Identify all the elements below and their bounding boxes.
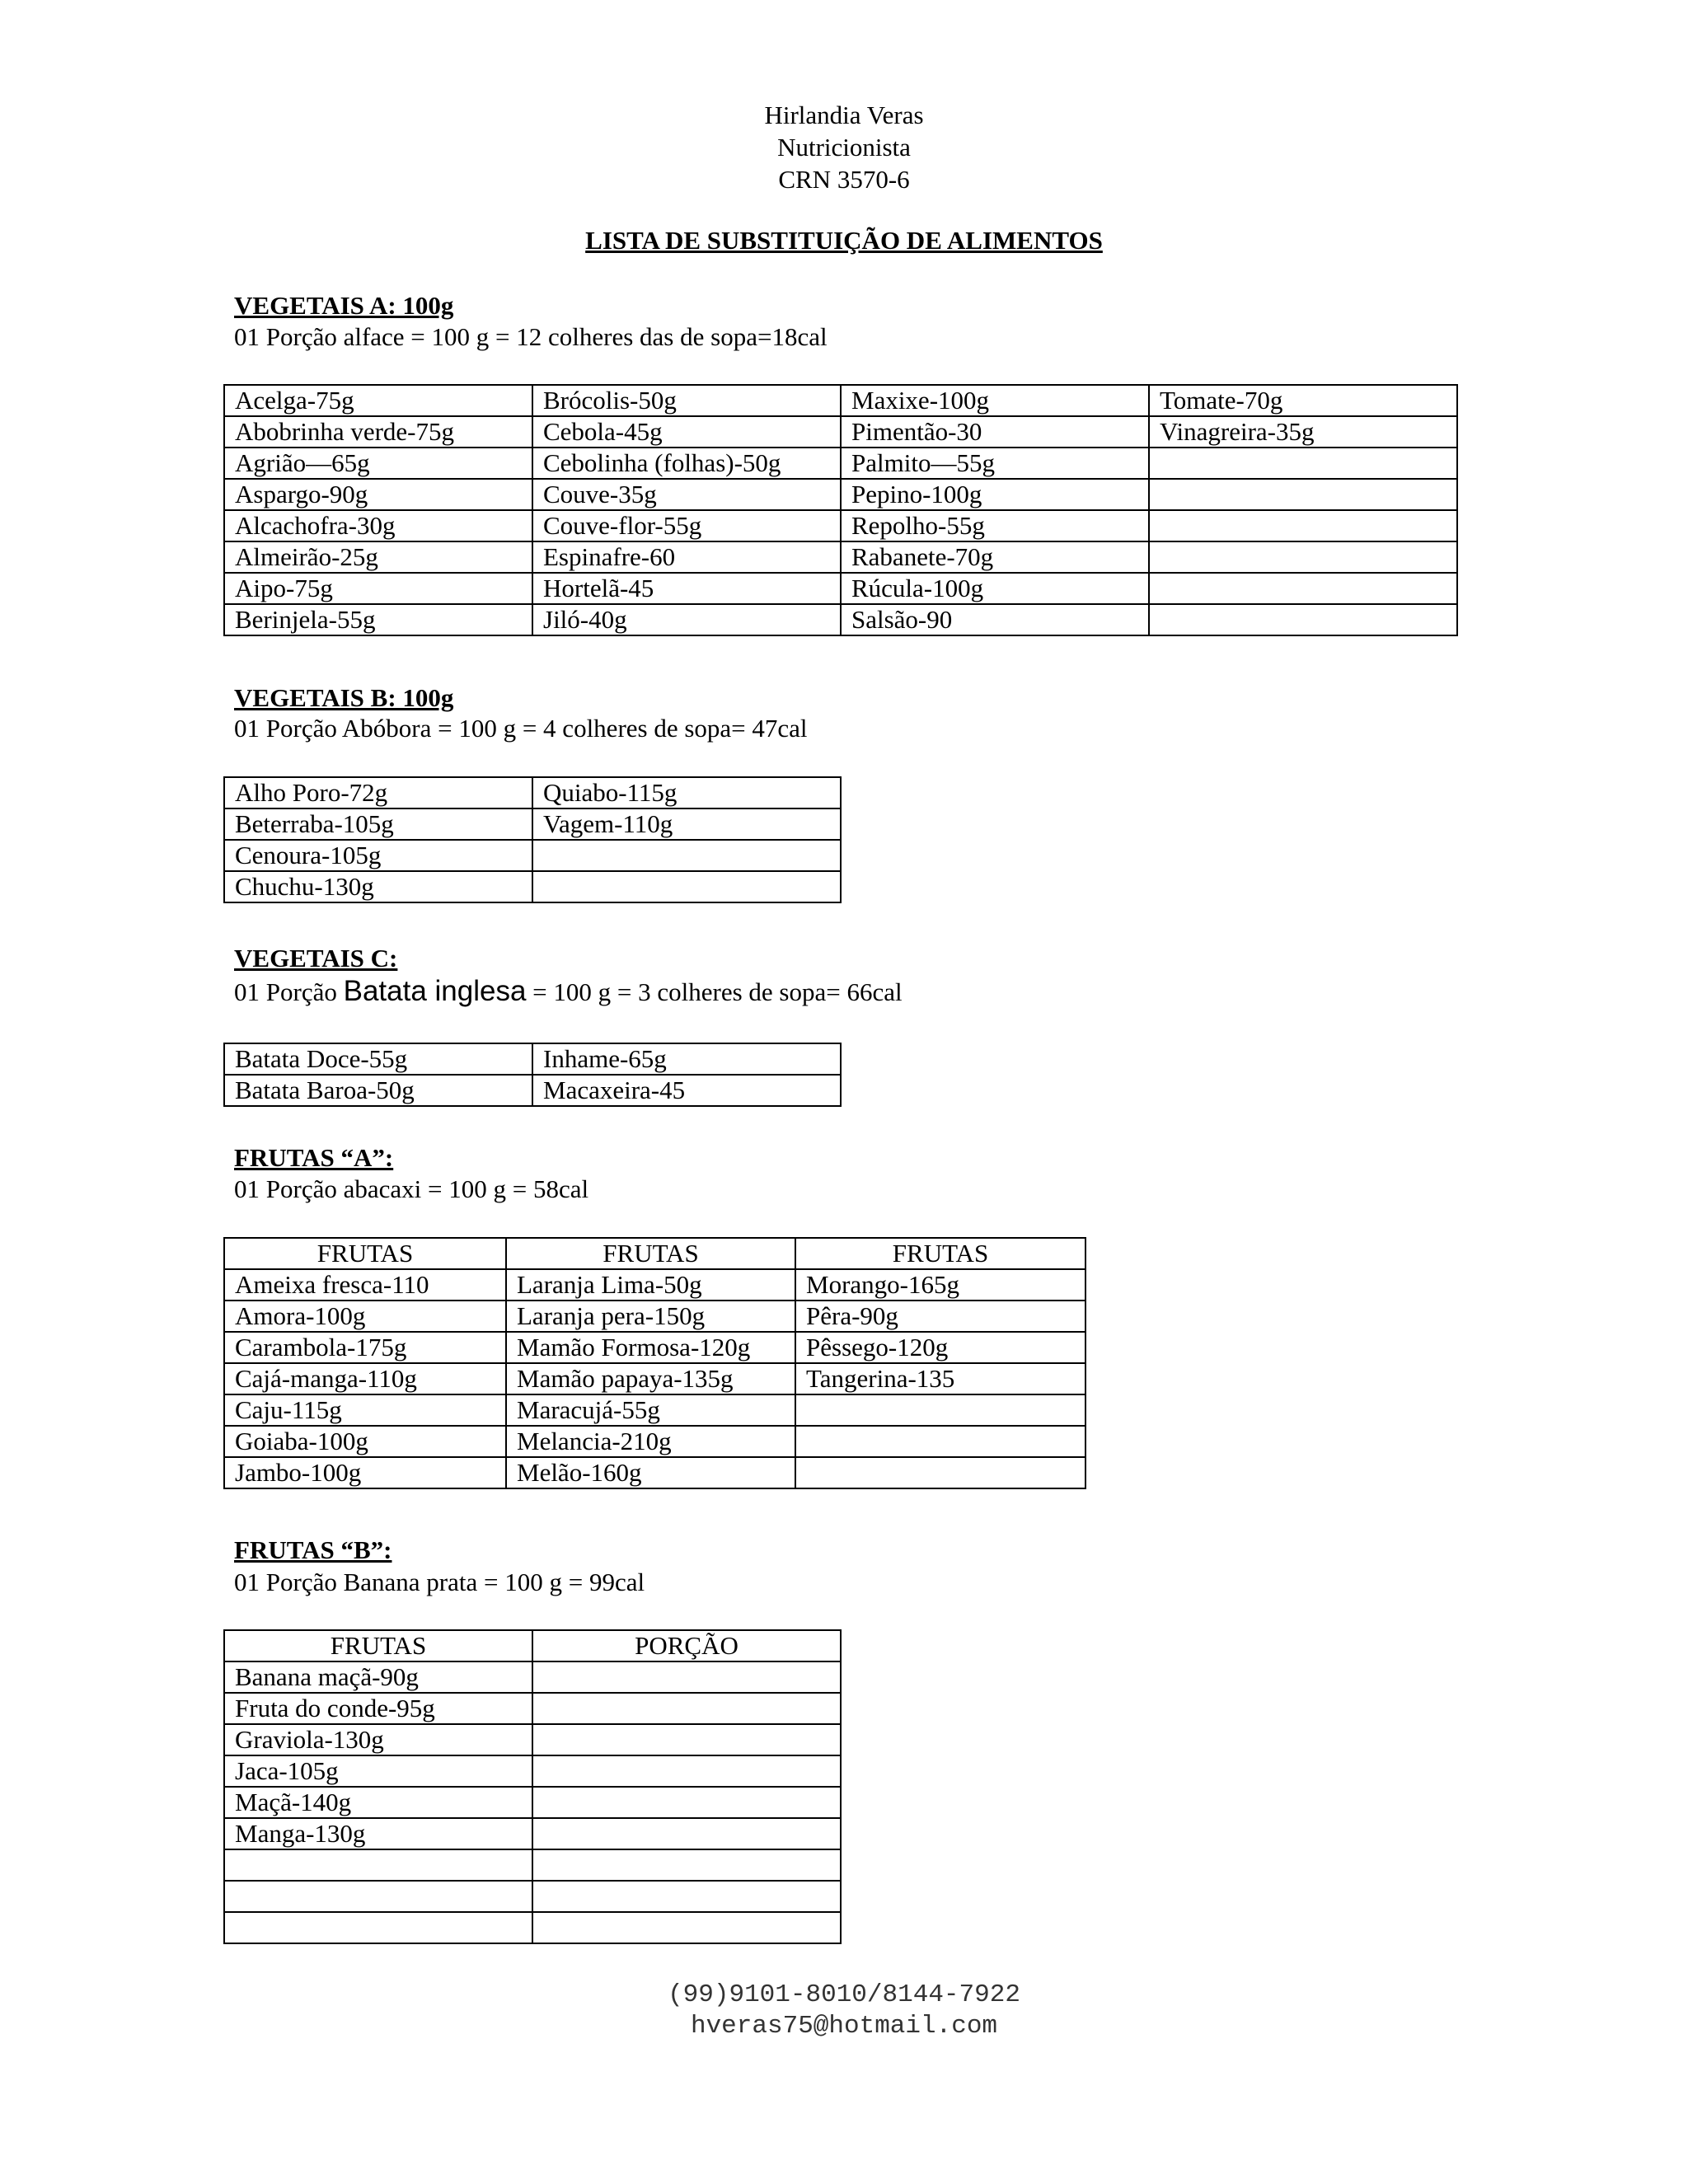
table-cell	[1149, 573, 1457, 604]
table-row	[224, 1301, 1085, 1332]
table-row	[224, 1426, 1085, 1457]
table-cell: Caju-115g	[224, 1394, 506, 1426]
table-row	[224, 448, 1457, 479]
table-cell: Berinjela-55g	[224, 604, 532, 635]
table-row	[224, 1849, 841, 1881]
vegetais-c-table	[223, 1043, 842, 1107]
frutas-a-table	[223, 1237, 1086, 1489]
table-row	[224, 385, 1457, 416]
table-row	[224, 1912, 841, 1943]
table-cell: Tangerina-135	[795, 1363, 1085, 1394]
frutas-b-title: FRUTAS “B”:	[234, 1535, 392, 1564]
nutritionist-name: Hirlandia Veras	[764, 101, 924, 129]
table-row	[224, 604, 1457, 635]
table-cell: Aspargo-90g	[224, 479, 532, 510]
table-cell	[532, 840, 841, 871]
table-cell: Quiabo-115g	[532, 777, 841, 808]
table-row	[224, 1818, 841, 1849]
table-cell: Cajá-manga-110g	[224, 1363, 506, 1394]
table-cell: Repolho-55g	[841, 510, 1149, 541]
table-cell	[1149, 479, 1457, 510]
table-cell	[795, 1457, 1085, 1488]
footer-email: hveras75@hotmail.com	[690, 2012, 998, 2041]
vegetais-b-title: VEGETAIS B: 100g	[234, 683, 454, 712]
table-cell: Agrião—65g	[224, 448, 532, 479]
table-cell	[532, 1724, 841, 1755]
table-cell: Manga-130g	[224, 1818, 532, 1849]
table-cell	[1149, 448, 1457, 479]
table-cell	[224, 1912, 532, 1943]
table-cell	[532, 1818, 841, 1849]
table-row	[224, 510, 1457, 541]
table-row	[224, 777, 841, 808]
table-cell: Pepino-100g	[841, 479, 1149, 510]
table-cell: Mamão papaya-135g	[506, 1363, 795, 1394]
frutas-a-title: FRUTAS “A”:	[234, 1143, 394, 1172]
table-cell: Goiaba-100g	[224, 1426, 506, 1457]
table-header-cell: FRUTAS	[795, 1238, 1085, 1269]
table-row	[224, 808, 841, 840]
table-cell: Espinafre-60	[532, 541, 841, 573]
table-row	[224, 1457, 1085, 1488]
table-row	[224, 840, 841, 871]
table-cell: Macaxeira-45	[532, 1075, 841, 1106]
table-row	[224, 541, 1457, 573]
table-row	[224, 871, 841, 902]
table-cell	[532, 871, 841, 902]
table-row	[224, 1075, 841, 1106]
table-row	[224, 1724, 841, 1755]
table-cell: Laranja pera-150g	[506, 1301, 795, 1332]
table-row	[224, 573, 1457, 604]
table-row	[224, 1363, 1085, 1394]
table-cell	[532, 1787, 841, 1818]
table-cell: Pêra-90g	[795, 1301, 1085, 1332]
footer-phone: (99)9101-8010/8144-7922	[668, 1980, 1020, 2009]
frutas-a-table-body	[224, 1238, 1085, 1488]
table-cell	[224, 1881, 532, 1912]
table-header-cell: FRUTAS	[224, 1630, 532, 1661]
table-cell: Couve-35g	[532, 479, 841, 510]
nutritionist-crn: CRN 3570-6	[778, 165, 910, 194]
table-cell: Palmito—55g	[841, 448, 1149, 479]
table-cell: Morango-165g	[795, 1269, 1085, 1301]
table-cell: Batata Baroa-50g	[224, 1075, 532, 1106]
table-cell: Melancia-210g	[506, 1426, 795, 1457]
vegetais-c-note-prefix: 01 Porção	[234, 977, 344, 1006]
document-title: LISTA DE SUBSTITUIÇÃO DE ALIMENTOS	[585, 226, 1103, 255]
table-header-cell: FRUTAS	[224, 1238, 506, 1269]
vegetais-a-title: VEGETAIS A: 100g	[234, 291, 454, 320]
table-cell: Jaca-105g	[224, 1755, 532, 1787]
table-cell: Alho Poro-72g	[224, 777, 532, 808]
table-cell: Aipo-75g	[224, 573, 532, 604]
table-row	[224, 1269, 1085, 1301]
frutas-b-note: 01 Porção Banana prata = 100 g = 99cal	[234, 1568, 645, 1596]
table-cell: Alcachofra-30g	[224, 510, 532, 541]
table-cell	[795, 1426, 1085, 1457]
table-cell: Graviola-130g	[224, 1724, 532, 1755]
vegetais-c-table-body	[224, 1043, 841, 1106]
table-row	[224, 416, 1457, 448]
table-row	[224, 1693, 841, 1724]
table-cell	[532, 1693, 841, 1724]
table-cell: Hortelã-45	[532, 573, 841, 604]
table-cell: Mamão Formosa-120g	[506, 1332, 795, 1363]
table-cell: Almeirão-25g	[224, 541, 532, 573]
table-cell: Rúcula-100g	[841, 573, 1149, 604]
table-row	[224, 1755, 841, 1787]
table-cell: Fruta do conde-95g	[224, 1693, 532, 1724]
vegetais-c-note-suffix: = 100 g = 3 colheres de sopa= 66cal	[526, 977, 903, 1006]
table-cell: Rabanete-70g	[841, 541, 1149, 573]
table-cell: Ameixa fresca-110	[224, 1269, 506, 1301]
table-cell: Batata Doce-55g	[224, 1043, 532, 1075]
table-cell: Salsão-90	[841, 604, 1149, 635]
table-cell: Couve-flor-55g	[532, 510, 841, 541]
table-row	[224, 479, 1457, 510]
table-cell: Amora-100g	[224, 1301, 506, 1332]
vegetais-b-table	[223, 776, 842, 903]
table-cell: Cebola-45g	[532, 416, 841, 448]
table-row	[224, 1881, 841, 1912]
frutas-b-table	[223, 1629, 842, 1944]
table-cell: Maçã-140g	[224, 1787, 532, 1818]
table-cell	[532, 1912, 841, 1943]
table-header-cell: FRUTAS	[506, 1238, 795, 1269]
table-cell: Carambola-175g	[224, 1332, 506, 1363]
table-cell	[1149, 604, 1457, 635]
table-cell: Cenoura-105g	[224, 840, 532, 871]
table-cell	[795, 1394, 1085, 1426]
frutas-a-note: 01 Porção abacaxi = 100 g = 58cal	[234, 1174, 589, 1203]
table-cell	[532, 1849, 841, 1881]
table-cell: Vagem-110g	[532, 808, 841, 840]
table-cell: Maracujá-55g	[506, 1394, 795, 1426]
table-cell	[532, 1755, 841, 1787]
vegetais-a-note: 01 Porção alface = 100 g = 12 colheres das de sopa=18cal	[234, 322, 828, 351]
table-cell	[224, 1849, 532, 1881]
table-cell: Abobrinha verde-75g	[224, 416, 532, 448]
table-header-row	[224, 1630, 841, 1661]
table-cell: Pimentão-30	[841, 416, 1149, 448]
table-header-cell: PORÇÃO	[532, 1630, 841, 1661]
table-cell: Jiló-40g	[532, 604, 841, 635]
table-cell: Chuchu-130g	[224, 871, 532, 902]
vegetais-a-table-body	[224, 385, 1457, 635]
nutritionist-profession: Nutricionista	[777, 133, 911, 162]
table-cell: Inhame-65g	[532, 1043, 841, 1075]
frutas-b-table-body	[224, 1630, 841, 1943]
vegetais-a-table	[223, 384, 1458, 636]
table-cell: Pêssego-120g	[795, 1332, 1085, 1363]
table-row	[224, 1394, 1085, 1426]
table-row	[224, 1661, 841, 1693]
table-cell	[532, 1881, 841, 1912]
table-header-row	[224, 1238, 1085, 1269]
table-row	[224, 1787, 841, 1818]
table-cell	[532, 1661, 841, 1693]
table-cell: Brócolis-50g	[532, 385, 841, 416]
table-row	[224, 1043, 841, 1075]
table-cell: Tomate-70g	[1149, 385, 1457, 416]
table-cell	[1149, 541, 1457, 573]
vegetais-c-title: VEGETAIS C:	[234, 944, 398, 972]
table-cell: Laranja Lima-50g	[506, 1269, 795, 1301]
table-cell: Acelga-75g	[224, 385, 532, 416]
table-cell	[1149, 510, 1457, 541]
table-cell: Maxixe-100g	[841, 385, 1149, 416]
table-cell: Cebolinha (folhas)-50g	[532, 448, 841, 479]
table-cell: Beterraba-105g	[224, 808, 532, 840]
vegetais-b-note: 01 Porção Abóbora = 100 g = 4 colheres de sopa= 47cal	[234, 714, 808, 743]
table-cell: Melão-160g	[506, 1457, 795, 1488]
vegetais-c-note	[234, 975, 903, 1008]
vegetais-c-note-food: Batata inglesa	[343, 975, 527, 1007]
vegetais-b-table-body	[224, 777, 841, 902]
table-cell: Banana maçã-90g	[224, 1661, 532, 1693]
table-cell: Vinagreira-35g	[1149, 416, 1457, 448]
table-cell: Jambo-100g	[224, 1457, 506, 1488]
table-row	[224, 1332, 1085, 1363]
